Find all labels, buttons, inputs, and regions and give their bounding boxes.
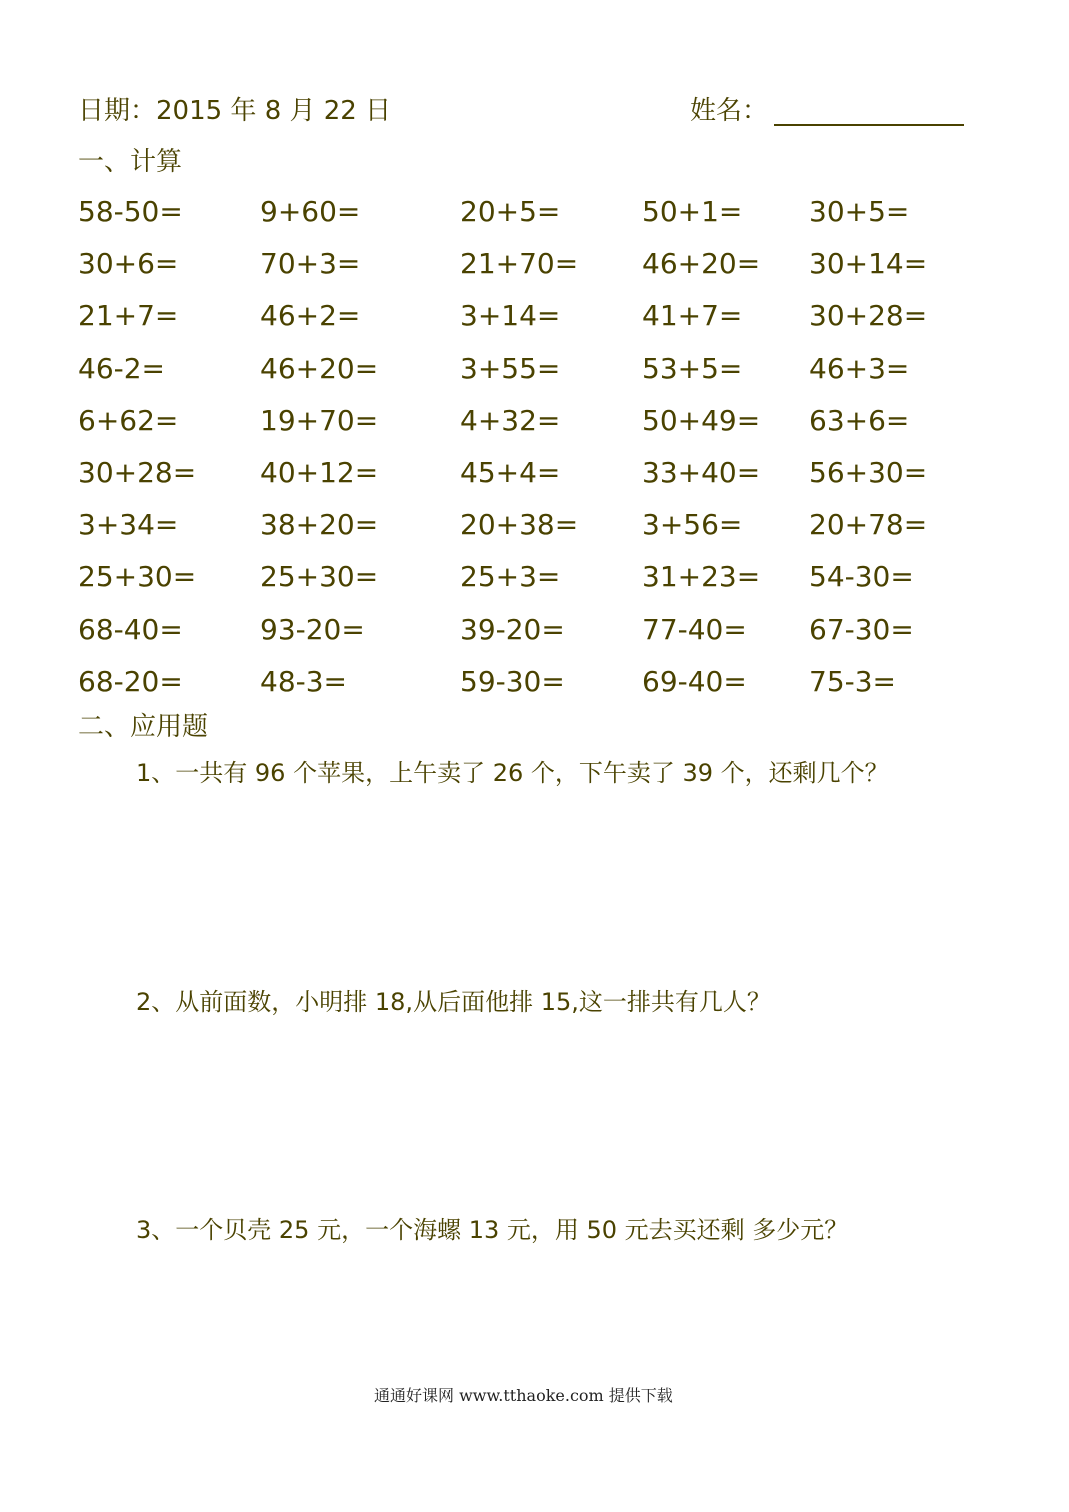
calc-item: 58-50=	[78, 195, 183, 228]
calc-item: 46+3=	[809, 352, 910, 385]
footer-source: 通通好课网 www.tthaoke.com 提供下载	[374, 1386, 673, 1405]
calc-item: 68-20=	[78, 665, 183, 698]
calc-item: 40+12=	[260, 456, 379, 489]
calc-item: 54-30=	[809, 560, 914, 593]
calc-item: 30+14=	[809, 247, 928, 280]
calc-item: 46-2=	[78, 352, 166, 385]
problem-3: 3、一个贝壳 25 元，一个海螺 13 元，用 50 元去买还剩 多少元？	[136, 1216, 849, 1244]
calc-item: 48-3=	[260, 665, 348, 698]
name-blank-line	[774, 100, 964, 126]
section-applied-title: 二、应用题	[78, 712, 209, 742]
calc-item: 9+60=	[260, 195, 361, 228]
calc-item: 25+30=	[260, 560, 379, 593]
problem-1: 1、一共有 96 个苹果，上午卖了 26 个，下午卖了 39 个，还剩几个？	[136, 759, 889, 787]
calc-item: 46+20=	[260, 352, 379, 385]
calc-item: 39-20=	[460, 613, 565, 646]
date-label: 日期：2015 年 8 月 22 日	[78, 96, 392, 126]
calc-item: 19+70=	[260, 404, 379, 437]
calc-item: 38+20=	[260, 508, 379, 541]
calc-item: 3+14=	[460, 299, 561, 332]
name-label: 姓名：	[690, 96, 769, 126]
calc-item: 30+28=	[78, 456, 197, 489]
calc-item: 3+55=	[460, 352, 561, 385]
calc-item: 20+78=	[809, 508, 928, 541]
section-calc-title: 一、计算	[78, 147, 183, 177]
calc-item: 20+38=	[460, 508, 579, 541]
name-field	[690, 96, 964, 126]
calc-item: 41+7=	[642, 299, 743, 332]
calc-item: 53+5=	[642, 352, 743, 385]
calc-item: 46+20=	[642, 247, 761, 280]
calc-item: 93-20=	[260, 613, 365, 646]
calc-item: 50+1=	[642, 195, 743, 228]
calc-item: 25+3=	[460, 560, 561, 593]
calc-item: 3+56=	[642, 508, 743, 541]
calc-item: 50+49=	[642, 404, 761, 437]
calc-item: 3+34=	[78, 508, 179, 541]
calc-item: 33+40=	[642, 456, 761, 489]
calc-item: 59-30=	[460, 665, 565, 698]
calc-item: 77-40=	[642, 613, 747, 646]
calc-item: 21+70=	[460, 247, 579, 280]
calc-item: 30+28=	[809, 299, 928, 332]
calc-item: 69-40=	[642, 665, 747, 698]
calc-item: 67-30=	[809, 613, 914, 646]
calc-item: 4+32=	[460, 404, 561, 437]
calc-item: 75-3=	[809, 665, 897, 698]
problem-2: 2、从前面数，小明排 18,从后面他排 15,这一排共有几人？	[136, 988, 771, 1016]
calc-item: 31+23=	[642, 560, 761, 593]
calc-item: 45+4=	[460, 456, 561, 489]
calc-item: 46+2=	[260, 299, 361, 332]
calc-item: 21+7=	[78, 299, 179, 332]
calc-item: 6+62=	[78, 404, 179, 437]
calc-item: 63+6=	[809, 404, 910, 437]
calc-item: 68-40=	[78, 613, 183, 646]
calc-item: 20+5=	[460, 195, 561, 228]
calc-item: 30+5=	[809, 195, 910, 228]
calc-item: 30+6=	[78, 247, 179, 280]
calc-item: 56+30=	[809, 456, 928, 489]
calc-item: 70+3=	[260, 247, 361, 280]
calc-item: 25+30=	[78, 560, 197, 593]
